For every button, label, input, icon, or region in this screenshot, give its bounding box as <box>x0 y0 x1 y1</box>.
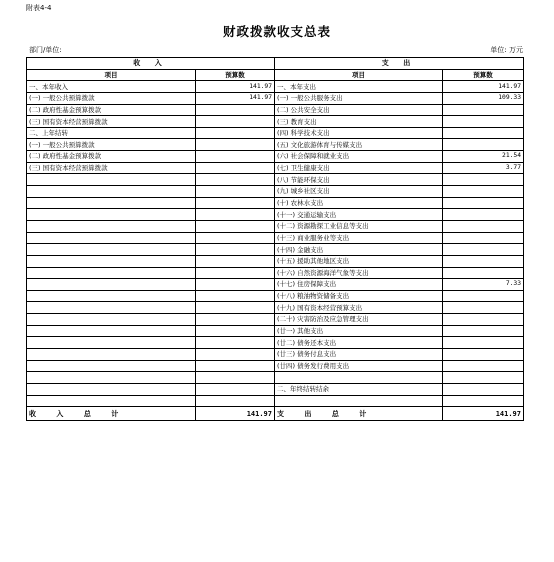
income-value-cell <box>196 325 275 337</box>
expense-item-cell: (十八) 粮油物资储备支出 <box>275 290 443 302</box>
expense-value-cell <box>443 302 524 314</box>
income-item-cell <box>27 290 196 302</box>
table-row <box>27 220 524 232</box>
expense-item-cell: (十五) 援助其他地区支出 <box>275 255 443 267</box>
income-item-cell <box>27 186 196 198</box>
income-total-label: 收 入 总 计 <box>27 407 196 421</box>
income-item-cell: (一) 一般公共预算拨款 <box>27 139 196 151</box>
expense-item-cell: (三) 教育支出 <box>275 116 443 128</box>
income-item-cell: 一、本年收入 <box>27 81 196 93</box>
expense-item-cell: (十四) 金融支出 <box>275 244 443 256</box>
income-section-header: 收 入 <box>27 58 275 70</box>
expense-value-cell <box>443 255 524 267</box>
budget-table <box>26 57 524 421</box>
income-value-cell <box>196 174 275 186</box>
table-row <box>27 151 524 163</box>
income-item-cell <box>27 279 196 291</box>
table-row <box>27 197 524 209</box>
table-row <box>27 372 524 384</box>
table-row <box>27 360 524 372</box>
expense-value-cell <box>443 139 524 151</box>
income-item-cell <box>27 395 196 407</box>
income-item-cell <box>27 337 196 349</box>
unit-label: 单位: 万元 <box>490 46 523 54</box>
expense-item-cell: (六) 社会保障和就业支出 <box>275 151 443 163</box>
table-row <box>27 395 524 407</box>
expense-value-cell <box>443 360 524 372</box>
income-item-cell <box>27 244 196 256</box>
expense-value-cell <box>443 383 524 395</box>
expense-value-cell <box>443 337 524 349</box>
income-value-cell <box>196 232 275 244</box>
table-row <box>27 209 524 221</box>
expense-value-cell <box>443 372 524 384</box>
expense-value-cell <box>443 232 524 244</box>
expense-item-cell: (廿一) 其他支出 <box>275 325 443 337</box>
table-row <box>27 267 524 279</box>
expense-value-cell: 7.33 <box>443 279 524 291</box>
expense-value-cell: 141.97 <box>443 81 524 93</box>
table-row <box>27 116 524 128</box>
expense-item-cell: (廿二) 债务还本支出 <box>275 337 443 349</box>
income-value-cell <box>196 162 275 174</box>
expense-item-header: 项目 <box>275 69 443 81</box>
expense-item-cell <box>275 372 443 384</box>
income-value-cell <box>196 279 275 291</box>
expense-section-header: 支 出 <box>275 58 524 70</box>
expense-value-cell: 3.77 <box>443 162 524 174</box>
table-row <box>27 279 524 291</box>
page-title: 财政拨款收支总表 <box>222 24 331 39</box>
income-value-cell <box>196 220 275 232</box>
expense-item-cell: (十二) 资源勘探工业信息等支出 <box>275 220 443 232</box>
income-item-cell <box>27 197 196 209</box>
expense-value-cell <box>443 244 524 256</box>
table-row <box>27 349 524 361</box>
expense-item-cell: (一) 一般公共服务支出 <box>275 92 443 104</box>
table-row <box>27 314 524 326</box>
income-item-cell: (三) 国有资本经营预算拨款 <box>27 162 196 174</box>
income-value-cell <box>196 104 275 116</box>
table-row <box>27 104 524 116</box>
income-value-cell <box>196 349 275 361</box>
expense-item-cell: (二十) 灾害防治及应急管理支出 <box>275 314 443 326</box>
expense-value-cell <box>443 267 524 279</box>
income-value-cell <box>196 127 275 139</box>
income-value-cell <box>196 337 275 349</box>
expense-value-cell <box>443 104 524 116</box>
expense-item-cell: (廿四) 债务发行费用支出 <box>275 360 443 372</box>
table-row <box>27 186 524 198</box>
income-item-cell <box>27 174 196 186</box>
expense-value-cell: 109.33 <box>443 92 524 104</box>
income-item-cell <box>27 383 196 395</box>
expense-item-cell: 二、年终结转结余 <box>275 383 443 395</box>
expense-value-cell <box>443 325 524 337</box>
income-item-header: 项目 <box>27 69 196 81</box>
income-value-cell <box>196 395 275 407</box>
expense-value-cell <box>443 220 524 232</box>
attachment-label: 附表4-4 <box>26 4 52 12</box>
expense-item-cell: (八) 节能环保支出 <box>275 174 443 186</box>
income-item-cell <box>27 220 196 232</box>
income-item-cell <box>27 302 196 314</box>
expense-item-cell: (七) 卫生健康支出 <box>275 162 443 174</box>
table-row <box>27 337 524 349</box>
expense-value-cell <box>443 349 524 361</box>
table-row <box>27 92 524 104</box>
expense-value-cell <box>443 209 524 221</box>
income-value-cell <box>196 244 275 256</box>
income-item-cell <box>27 255 196 267</box>
income-value-cell <box>196 255 275 267</box>
expense-item-cell: (十一) 交通运输支出 <box>275 209 443 221</box>
table-row <box>27 302 524 314</box>
income-value-cell: 141.97 <box>196 81 275 93</box>
income-value-cell <box>196 360 275 372</box>
expense-item-cell: (五) 文化旅游体育与传媒支出 <box>275 139 443 151</box>
income-value-cell <box>196 290 275 302</box>
table-row <box>27 139 524 151</box>
income-item-cell: (三) 国有资本经营预算拨款 <box>27 116 196 128</box>
income-item-cell: (一) 一般公共预算拨款 <box>27 92 196 104</box>
expense-total-value: 141.97 <box>443 407 524 421</box>
expense-budget-header: 预算数 <box>443 69 524 81</box>
income-value-cell <box>196 197 275 209</box>
expense-value-cell <box>443 395 524 407</box>
income-item-cell <box>27 209 196 221</box>
income-value-cell <box>196 186 275 198</box>
income-item-cell: (二) 政府性基金预算拨款 <box>27 104 196 116</box>
table-row <box>27 127 524 139</box>
income-value-cell <box>196 151 275 163</box>
income-item-cell: (二) 政府性基金预算拨款 <box>27 151 196 163</box>
expense-item-cell: (廿三) 债务付息支出 <box>275 349 443 361</box>
expense-value-cell <box>443 116 524 128</box>
income-total-value: 141.97 <box>196 407 275 421</box>
section-header-row <box>27 58 524 70</box>
table-row <box>27 174 524 186</box>
expense-value-cell <box>443 197 524 209</box>
expense-item-cell: (二) 公共安全支出 <box>275 104 443 116</box>
expense-value-cell <box>443 174 524 186</box>
income-item-cell: 二、上年结转 <box>27 127 196 139</box>
income-value-cell <box>196 116 275 128</box>
expense-item-cell: (十九) 国有资本经营预算支出 <box>275 302 443 314</box>
expense-value-cell <box>443 186 524 198</box>
income-value-cell: 141.97 <box>196 92 275 104</box>
income-budget-header: 预算数 <box>196 69 275 81</box>
table-row <box>27 290 524 302</box>
income-item-cell <box>27 314 196 326</box>
income-item-cell <box>27 372 196 384</box>
income-value-cell <box>196 139 275 151</box>
income-item-cell <box>27 325 196 337</box>
table-row <box>27 325 524 337</box>
income-value-cell <box>196 383 275 395</box>
income-item-cell <box>27 349 196 361</box>
income-value-cell <box>196 209 275 221</box>
column-header-row <box>27 69 524 81</box>
table-row <box>27 81 524 93</box>
total-row <box>27 407 524 421</box>
expense-item-cell: (十三) 商业服务业等支出 <box>275 232 443 244</box>
income-item-cell <box>27 360 196 372</box>
income-value-cell <box>196 267 275 279</box>
expense-item-cell: (四) 科学技术支出 <box>275 127 443 139</box>
income-value-cell <box>196 302 275 314</box>
expense-item-cell: (十六) 自然资源海洋气象等支出 <box>275 267 443 279</box>
expense-item-cell: (十七) 住房保障支出 <box>275 279 443 291</box>
table-row <box>27 244 524 256</box>
expense-item-cell: 一、本年支出 <box>275 81 443 93</box>
table-row <box>27 232 524 244</box>
income-item-cell <box>27 267 196 279</box>
table-row <box>27 255 524 267</box>
expense-value-cell <box>443 127 524 139</box>
expense-value-cell <box>443 314 524 326</box>
expense-item-cell: (十) 农林水支出 <box>275 197 443 209</box>
expense-total-label: 支 出 总 计 <box>275 407 443 421</box>
expense-item-cell <box>275 395 443 407</box>
income-value-cell <box>196 314 275 326</box>
expense-item-cell: (九) 城乡社区支出 <box>275 186 443 198</box>
dept-label: 部门/单位: <box>29 46 62 54</box>
expense-value-cell: 21.54 <box>443 151 524 163</box>
table-row <box>27 162 524 174</box>
expense-value-cell <box>443 290 524 302</box>
table-row <box>27 383 524 395</box>
income-item-cell <box>27 232 196 244</box>
income-value-cell <box>196 372 275 384</box>
